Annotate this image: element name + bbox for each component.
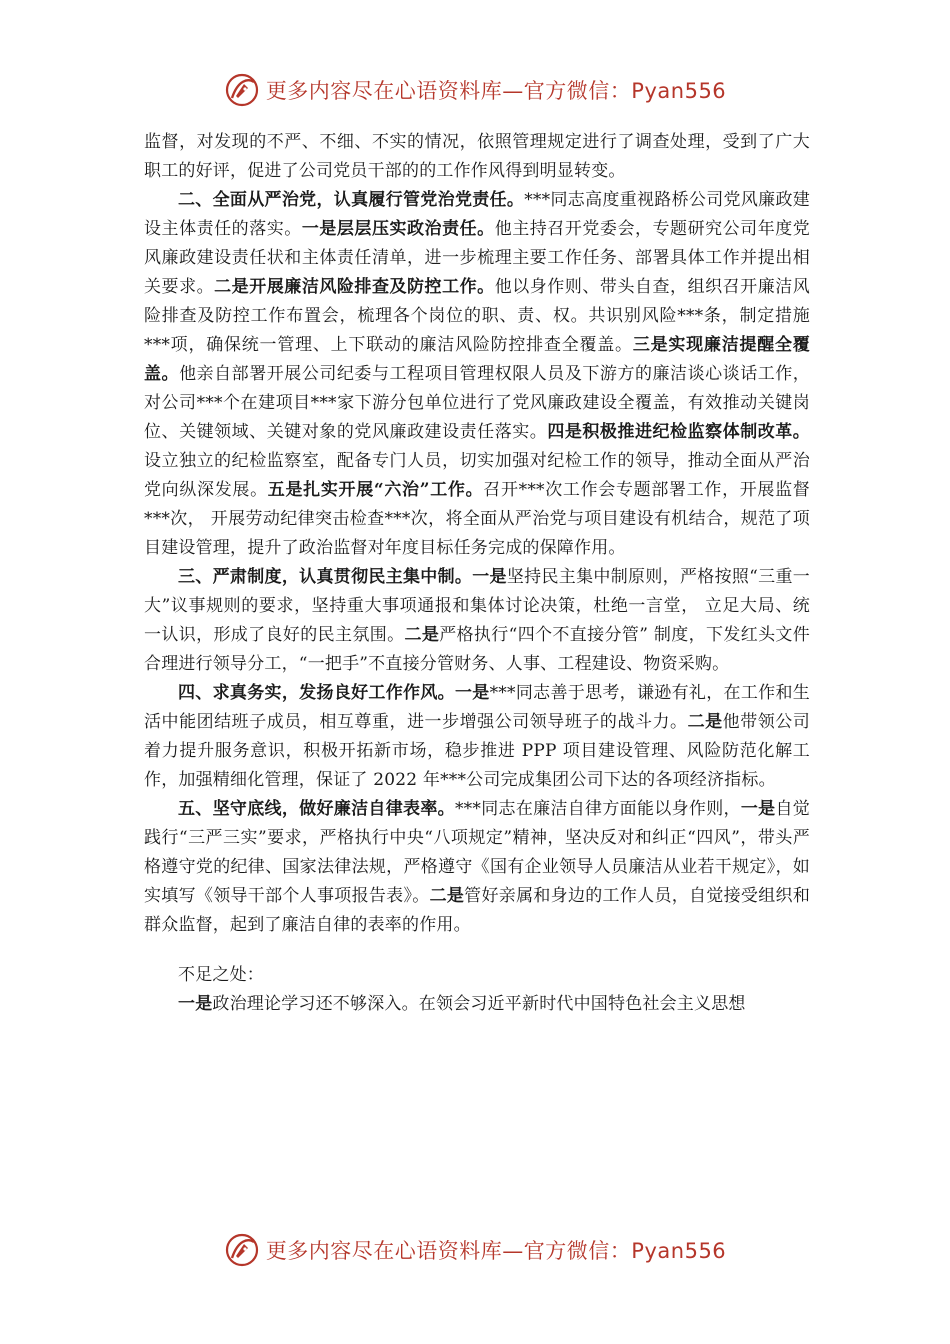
bold-run: 二、全面从严治党，认真履行管党治党责任。 bbox=[178, 190, 525, 210]
paragraph-section-5 bbox=[144, 795, 810, 940]
bold-run: 一是 bbox=[740, 799, 776, 819]
text-run: 自觉践行“三严三实”要求，严格执行中央“八项规定”精神，坚决反对和纠正“四风”，带头严格遵守党的纪律、国家法律法规，严格遵守《国有企业领导人员廉洁从业若干规定》，如实填写《领导干部个人事项报告表》。 bbox=[144, 799, 810, 906]
bold-run: 五、坚守底线，做好廉洁自律表率。 bbox=[178, 799, 455, 819]
bold-run: 一是层层压实政治责任。 bbox=[301, 219, 495, 239]
text-run: 他以身作则、带头自查，组织召开廉洁风险排查及防控工作布置会，梳理各个岗位的职、责、权。共识别风险***条，制定措施***项，确保统一管理、上下联动的廉洁风险防控排查全覆盖。 bbox=[144, 277, 810, 355]
header-banner bbox=[0, 72, 950, 108]
text-run: 他带领公司着力提升服务意识，积极开拓新市场，稳步推进 PPP 项目建设管理、风险防范化解工作，加强精细化管理，保证了 2022 年***公司完成集团公司下达的各项经济指标。 bbox=[144, 712, 811, 790]
shortcomings-item-1-label: 一是 bbox=[178, 994, 213, 1014]
text-run: ***同志高度重视路桥公司党风廉政建设主体责任的落实。 bbox=[144, 190, 811, 239]
text-run: 召开***次工作会专题部署工作，开展监督***次， 开展劳动纪律突击检查***次，将全面从严治党与项目建设有机结合，规范了项目建设管理，提升了政治监督对年度目标任务完成的保障作用。 bbox=[144, 480, 811, 558]
footer-banner bbox=[0, 1232, 950, 1268]
text-run: ***同志在廉洁自律方面能以身作则， bbox=[454, 799, 741, 819]
banner-text: 更多内容尽在心语资料库—官方微信：Pyan556 bbox=[265, 79, 727, 103]
bold-run: 五是扎实开展“六治”工作。 bbox=[267, 480, 484, 500]
bold-run: 四、求真务实，发扬良好工作作风。 bbox=[178, 683, 455, 703]
shortcomings-heading: 不足之处： bbox=[178, 965, 264, 985]
bold-run: 二是 bbox=[687, 712, 723, 732]
bold-run: 四是积极推进纪检监察体制改革。 bbox=[547, 422, 811, 442]
bold-run: 二是 bbox=[404, 625, 440, 645]
text-run: 坚持民主集中制原则，严格按照“三重一大”议事规则的要求，坚持重大事项通报和集体讨论决策，杜绝一言堂， 立足大局、统一认识，形成了良好的民主氛围。 bbox=[144, 567, 811, 645]
shortcomings-item-1-text: 政治理论学习还不够深入。在领会习近平新时代中国特色社会主义思想 bbox=[212, 994, 746, 1014]
shortcomings-item-1 bbox=[144, 990, 810, 1019]
text-run: ***同志善于思考，谦逊有礼，在工作和生活中能团结班子成员，相互尊重，进一步增强公司领导班子的战斗力。 bbox=[144, 683, 810, 732]
text-run: 设立独立的纪检监察室，配备专门人员，切实加强对纪检工作的领导，推动全面从严治党向纵深发展。 bbox=[144, 451, 810, 500]
paragraph-section-2 bbox=[144, 186, 810, 563]
text-run: 他亲自部署开展公司纪委与工程项目管理权限人员及下游方的廉洁谈心谈话工作，对公司***个在建项目***家下游分包单位进行了党风廉政建设全覆盖，有效推动关键岗位、关键领域、关键对象的党风廉政建设责任落实。 bbox=[144, 364, 810, 442]
paragraph-section-4 bbox=[144, 679, 810, 795]
text-run: 严格执行“四个不直接分管” 制度，下发红头文件合理进行领导分工，“一把手”不直接分管财务、人事、工程建设、物资采购。 bbox=[144, 625, 811, 674]
pen-nib-swirl-logo-icon bbox=[224, 72, 260, 108]
paragraph-continuation bbox=[144, 128, 810, 186]
banner-text: 更多内容尽在心语资料库—官方微信：Pyan556 bbox=[265, 1239, 727, 1263]
document-body bbox=[144, 128, 810, 1019]
bold-run: 二是开展廉洁风险排查及防控工作。 bbox=[214, 277, 495, 297]
bold-run: 三、严肃制度，认真贯彻民主集中制。 bbox=[178, 567, 473, 587]
text-run: 他主持召开党委会，专题研究公司年度党风廉政建设责任状和主体责任清单，进一步梳理主要工作任务、部署具体工作并提出相关要求。 bbox=[144, 219, 810, 297]
paragraph-section-3 bbox=[144, 563, 810, 679]
text-run: 监督，对发现的不严、不细、不实的情况，依照管理规定进行了调查处理，受到了广大职工的好评，促进了公司党员干部的的工作作风得到明显转变。 bbox=[144, 132, 810, 181]
text-run: 管好亲属和身边的工作人员，自觉接受组织和群众监督，起到了廉洁自律的表率的作用。 bbox=[144, 886, 811, 935]
bold-run: 一是 bbox=[472, 567, 507, 587]
bold-run: 一是 bbox=[454, 683, 490, 703]
bold-run: 三是实现廉洁提醒全覆盖。 bbox=[144, 335, 810, 384]
bold-run: 二是 bbox=[429, 886, 465, 906]
pen-nib-swirl-logo-icon bbox=[224, 1232, 260, 1268]
